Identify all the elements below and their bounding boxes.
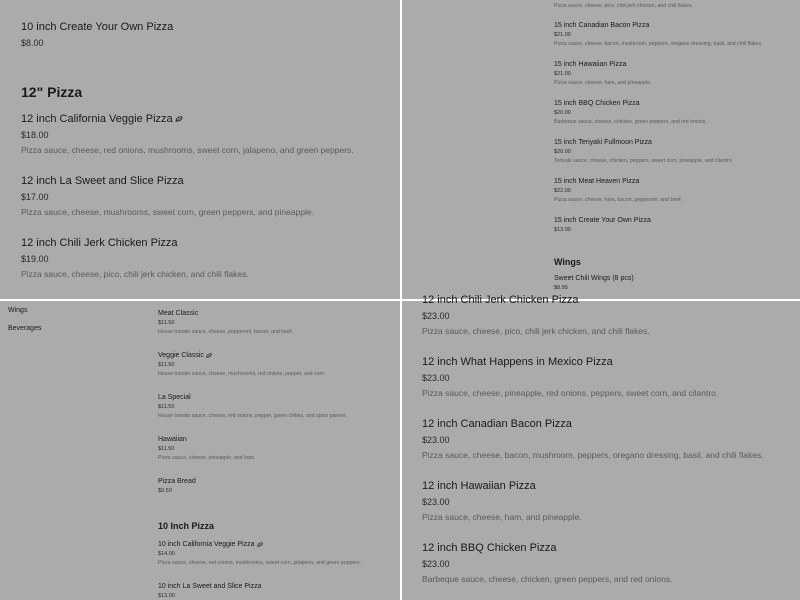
item-price: $22.00 — [554, 188, 571, 194]
item-description: Barbeque sauce, cheese, chicken, green peppers, and red onions. — [554, 119, 707, 125]
item-description: House tomato sauce, cheese, pepperoni, bacon, and beef. — [158, 329, 293, 335]
section-heading: 12" Pizza — [21, 84, 83, 100]
sidebar-item-wings[interactable]: Wings — [8, 307, 28, 314]
item-name: 12 inch Chili Jerk Chicken Pizza — [422, 294, 579, 306]
item-name: 12 inch Canadian Bacon Pizza — [422, 418, 572, 430]
item-name: 12 inch Chili Jerk Chicken Pizza — [21, 237, 178, 249]
item-price: $11.50 — [158, 446, 175, 452]
item-name: Meat Classic — [158, 310, 199, 317]
item-name: 12 inch Hawaiian Pizza — [422, 480, 536, 492]
item-price: $23.00 — [422, 559, 450, 569]
item-description: Pizza sauce, cheese, red onions, mushrooms, sweet corn, jalapeno, and green peppers. — [158, 560, 362, 566]
item-price: $23.00 — [422, 497, 450, 507]
menu-item[interactable] — [158, 541, 361, 566]
item-price: $20.00 — [554, 110, 571, 116]
menu-item[interactable] — [554, 100, 707, 125]
menu-item[interactable] — [422, 480, 582, 522]
item-name: 12 inch California Veggie Pizza — [21, 113, 173, 125]
item-name: 10 inch La Sweet and Slice Pizza — [158, 583, 262, 590]
item-description: House tomato sauce, cheese, mushrooms, red onions, pepper, and corn. — [158, 371, 326, 377]
menu-item[interactable] — [554, 22, 762, 47]
item-name: 15 inch Meat Heaven Pizza — [554, 178, 640, 185]
item-name: Pizza Bread — [158, 478, 196, 485]
item-price: $11.50 — [158, 320, 175, 326]
item-price: $11.50 — [158, 404, 175, 410]
item-name: Veggie Classic — [158, 352, 204, 359]
item-description: Pizza sauce, cheese, ham, and pineapple. — [422, 512, 582, 522]
item-name: Hawaiian — [158, 436, 187, 443]
menu-panel-12-inch — [0, 0, 400, 299]
item-description: Pizza sauce, cheese, red onions, mushrooms, sweet corn, jalapeno, and green peppers. — [21, 145, 354, 155]
item-name: Sweet Chili Wings (8 pcs) — [554, 275, 634, 282]
menu-item[interactable] — [158, 436, 255, 461]
item-price: $8.95 — [554, 285, 568, 291]
item-description: Pizza sauce, cheese, ham, bacon, pepperoni, and beef. — [554, 197, 683, 203]
item-description: Pizza sauce, cheese, pineapple, red onions, peppers, sweet corn, and cilantro. — [422, 388, 719, 398]
item-description: Pizza sauce, cheese, pico, chili jerk chicken, and chili flakes. — [554, 3, 693, 9]
menu-item[interactable] — [422, 542, 672, 584]
item-price: $18.00 — [21, 130, 49, 140]
item-name: 15 inch BBQ Chicken Pizza — [554, 100, 640, 107]
item-price: $11.50 — [158, 362, 175, 368]
vegetarian-leaf-icon — [257, 542, 263, 547]
item-price: $13.00 — [158, 593, 175, 599]
menu-panel-15-inch — [402, 0, 800, 299]
item-price: $8.00 — [21, 38, 44, 48]
item-name: 15 inch Teriyaki Fullmoon Pizza — [554, 139, 652, 146]
menu-item[interactable] — [554, 139, 733, 164]
item-name: La Special — [158, 394, 191, 401]
menu-item[interactable] — [554, 275, 634, 291]
item-price: $23.00 — [422, 311, 450, 321]
item-price: $19.00 — [21, 254, 49, 264]
item-name: 10 inch California Veggie Pizza — [158, 541, 255, 548]
item-name: 15 inch Canadian Bacon Pizza — [554, 22, 650, 29]
item-price: $21.00 — [554, 71, 571, 77]
item-price: $23.00 — [422, 373, 450, 383]
vegetarian-leaf-icon — [206, 353, 212, 358]
item-price: $14.00 — [158, 551, 175, 557]
menu-item[interactable] — [158, 310, 293, 335]
menu-item[interactable] — [21, 21, 173, 48]
menu-panel-classics — [0, 301, 400, 600]
item-price: $20.00 — [554, 149, 571, 155]
vegetarian-leaf-icon — [175, 116, 183, 122]
item-name: 15 inch Hawaiian Pizza — [554, 61, 627, 68]
item-price: $9.50 — [158, 488, 172, 494]
section-heading: Wings — [554, 257, 581, 267]
item-description: Pizza sauce, cheese, pineapple, and ham. — [158, 455, 256, 461]
menu-item[interactable] — [158, 352, 326, 377]
item-description: Pizza sauce, cheese, pico, chili jerk chicken, and chili flakes. — [21, 269, 249, 279]
menu-item-partial — [554, 3, 693, 9]
section-heading: 10 Inch Pizza — [158, 521, 215, 531]
menu-item[interactable] — [422, 418, 764, 460]
menu-panel-12-inch-specialty — [402, 294, 800, 600]
item-name: 10 inch Create Your Own Pizza — [21, 21, 174, 33]
item-description: Pizza sauce, cheese, mushrooms, sweet corn, green peppers, and pineapple. — [21, 207, 314, 217]
item-name: 12 inch What Happens in Mexico Pizza — [422, 356, 613, 368]
menu-item[interactable] — [554, 178, 682, 203]
item-description: House tomato sauce, cheese, red onions, pepper, green chilies, and spice paneer. — [158, 413, 347, 419]
menu-item[interactable] — [554, 217, 651, 233]
item-price: $13.00 — [554, 227, 571, 233]
item-description: Pizza sauce, cheese, ham, and pineapple. — [554, 80, 652, 86]
item-description: Pizza sauce, cheese, pico, chili jerk chicken, and chili flakes. — [422, 326, 650, 336]
menu-item[interactable] — [554, 61, 651, 86]
menu-item[interactable] — [21, 237, 249, 279]
item-price: $21.00 — [554, 32, 571, 38]
menu-item[interactable] — [21, 175, 314, 217]
item-name: 12 inch La Sweet and Slice Pizza — [21, 175, 184, 187]
menu-item[interactable] — [158, 478, 196, 494]
sidebar-item-beverages[interactable]: Beverages — [8, 325, 42, 332]
menu-item[interactable] — [158, 583, 262, 599]
item-name: 12 inch BBQ Chicken Pizza — [422, 542, 557, 554]
menu-item[interactable] — [422, 294, 650, 336]
item-description: Pizza sauce, cheese, bacon, mushroom, peppers, oregano dressing, basil, and chili flakes. — [554, 41, 763, 47]
menu-item[interactable] — [21, 113, 354, 155]
menu-item[interactable] — [422, 356, 718, 398]
item-price: $17.00 — [21, 192, 49, 202]
item-description: Pizza sauce, cheese, bacon, mushroom, peppers, oregano dressing, basil, and chili flakes. — [422, 450, 764, 460]
item-description: Barbeque sauce, cheese, chicken, green peppers, and red onions. — [422, 574, 673, 584]
item-description: Teriyaki sauce, cheese, chicken, peppers, sweet corn, pineapple, and cilantro. — [554, 158, 734, 164]
menu-item[interactable] — [158, 394, 347, 419]
item-name: 15 inch Create Your Own Pizza — [554, 217, 651, 224]
item-price: $23.00 — [422, 435, 450, 445]
